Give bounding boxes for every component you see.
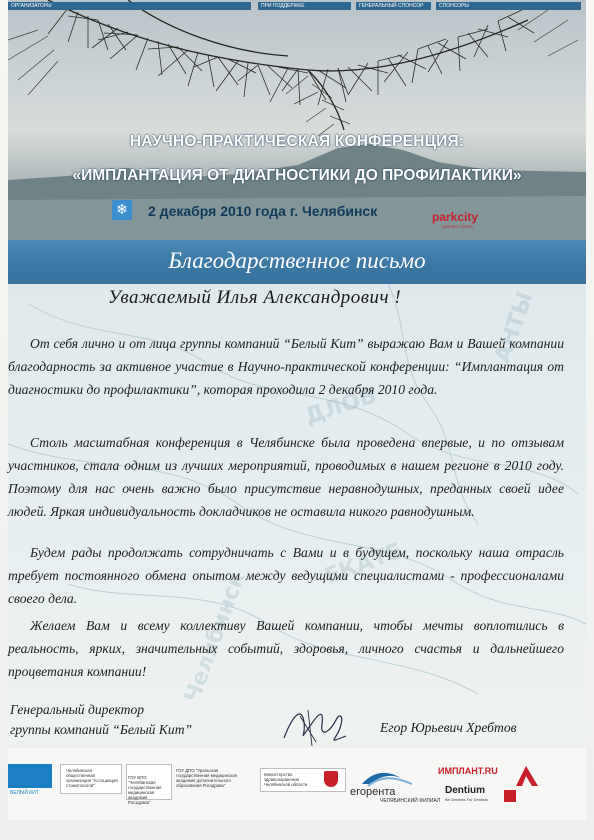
- letter-paragraph-4: Желаем Вам и всему коллективу Вашей компании, чтобы мечты воплотились в реальность, ярких, значительных событий, здоровья, личного счастья и дальнейшего процветания компании!: [8, 618, 564, 679]
- belyi-kit-logo: [8, 764, 52, 788]
- general-sponsor-label: ГЕНЕРАЛЬНЫЙ СПОНСОР: [356, 2, 431, 10]
- signer-name: Егор Юрьевич Хребтов: [380, 720, 517, 735]
- general-sponsor-subtitle: ЧЕЛЯБИНСКИЙ ФИЛИАЛ: [380, 798, 441, 804]
- letter-paragraph-3: Будем рады продолжать сотрудничать с Вами и в будущем, поскольку наша отрасль требует постоянного обмена опытом между ведущими специалистами - профессионалами своего дела.: [8, 545, 564, 606]
- conference-date-place: 2 декабря 2010 года г. Челябинск: [148, 203, 378, 219]
- letter-title-bar: [8, 240, 586, 284]
- letter-paragraph-1: От себя лично и от лица группы компаний “Белый Кит” выражаю Вам и Вашей компании благодарность за активное участие в Научно-практической конференции: “Имплантация от диагностики до профилактики”, которая проходила 2 декабря 2010 года.: [8, 336, 564, 397]
- support-label: ПРИ ПОДДЕРЖКЕ: [258, 2, 351, 10]
- greeting: Уважаемый Илья Александрович !: [108, 287, 402, 308]
- snowflake-icon: ❄: [112, 200, 132, 220]
- general-sponsor-name: егорента: [350, 786, 396, 798]
- hotel-logo-subtitle: БИЗНЕС ОТЕЛЬ: [442, 224, 473, 229]
- signer-position-line2: группы компаний “Белый Кит”: [10, 722, 193, 737]
- belyi-kit-caption: БЕЛЫЙ КИТ: [10, 790, 39, 796]
- svg-text:АНТЫ: АНТЫ: [490, 288, 539, 367]
- ural-academy-text: ГОУ ДПО "Уральская государственная медицинская академия дополнительного образования Росздрава": [176, 768, 237, 788]
- coat-of-arms-icon: [324, 771, 338, 787]
- header-banner: [8, 0, 586, 240]
- dentium-logo: Dentium: [445, 785, 485, 796]
- organizers-label: ОРГАНИЗАТОРЫ: [8, 2, 251, 10]
- association-text: Челябинская общественная организация "Ассоциация стоматологов": [66, 768, 118, 788]
- sponsors-label: СПОНСОРЫ: [436, 2, 581, 10]
- wave-logo-icon: [360, 768, 420, 788]
- hotel-logo: parkcity: [432, 210, 479, 224]
- dentium-tagline: Be Dentists For Dentists: [445, 797, 489, 802]
- academy-text: ГОУ ВПО "Челябинская государственная медицинская академия Росздрава": [128, 775, 162, 805]
- svg-text:ДЛОВ: ДЛОВ: [302, 383, 380, 430]
- conference-title-line2: «ИМПЛАНТАЦИЯ ОТ ДИАГНОСТИКИ ДО ПРОФИЛАКТИКИ»: [72, 167, 522, 184]
- implant-ru-logo: ИМПЛАНТ.RU: [438, 766, 498, 776]
- ministry-text: Министерство здравоохранения Челябинской области: [264, 772, 308, 787]
- red-triangle-logo-icon: [512, 762, 542, 788]
- signer-position-line1: Генеральный директор: [10, 702, 145, 717]
- conference-title-line1: НАУЧНО-ПРАКТИЧЕСКАЯ КОНФЕРЕНЦИЯ:: [129, 133, 465, 150]
- handwritten-signature: [280, 702, 350, 748]
- svg-text:ЕКАТЕ: ЕКАТЕ: [321, 538, 406, 590]
- letter-paragraph-2: Столь масштабная конференция в Челябинске была проведена впервые, и по отзывам участников, стала одним из лучших мероприятий, проводимых в нашем регионе в 2010 году. Поэтому для нас очень важно было присутствие неравнодушных, преданных своей идее людей. Яркая индивидуальность докладчиков не оставила никого равнодушным.: [8, 435, 564, 519]
- red-square-logo-icon: [504, 790, 516, 802]
- svg-text:Челябинск: Челябинск: [180, 568, 251, 707]
- letter-title: Благодарственное письмо: [168, 248, 426, 273]
